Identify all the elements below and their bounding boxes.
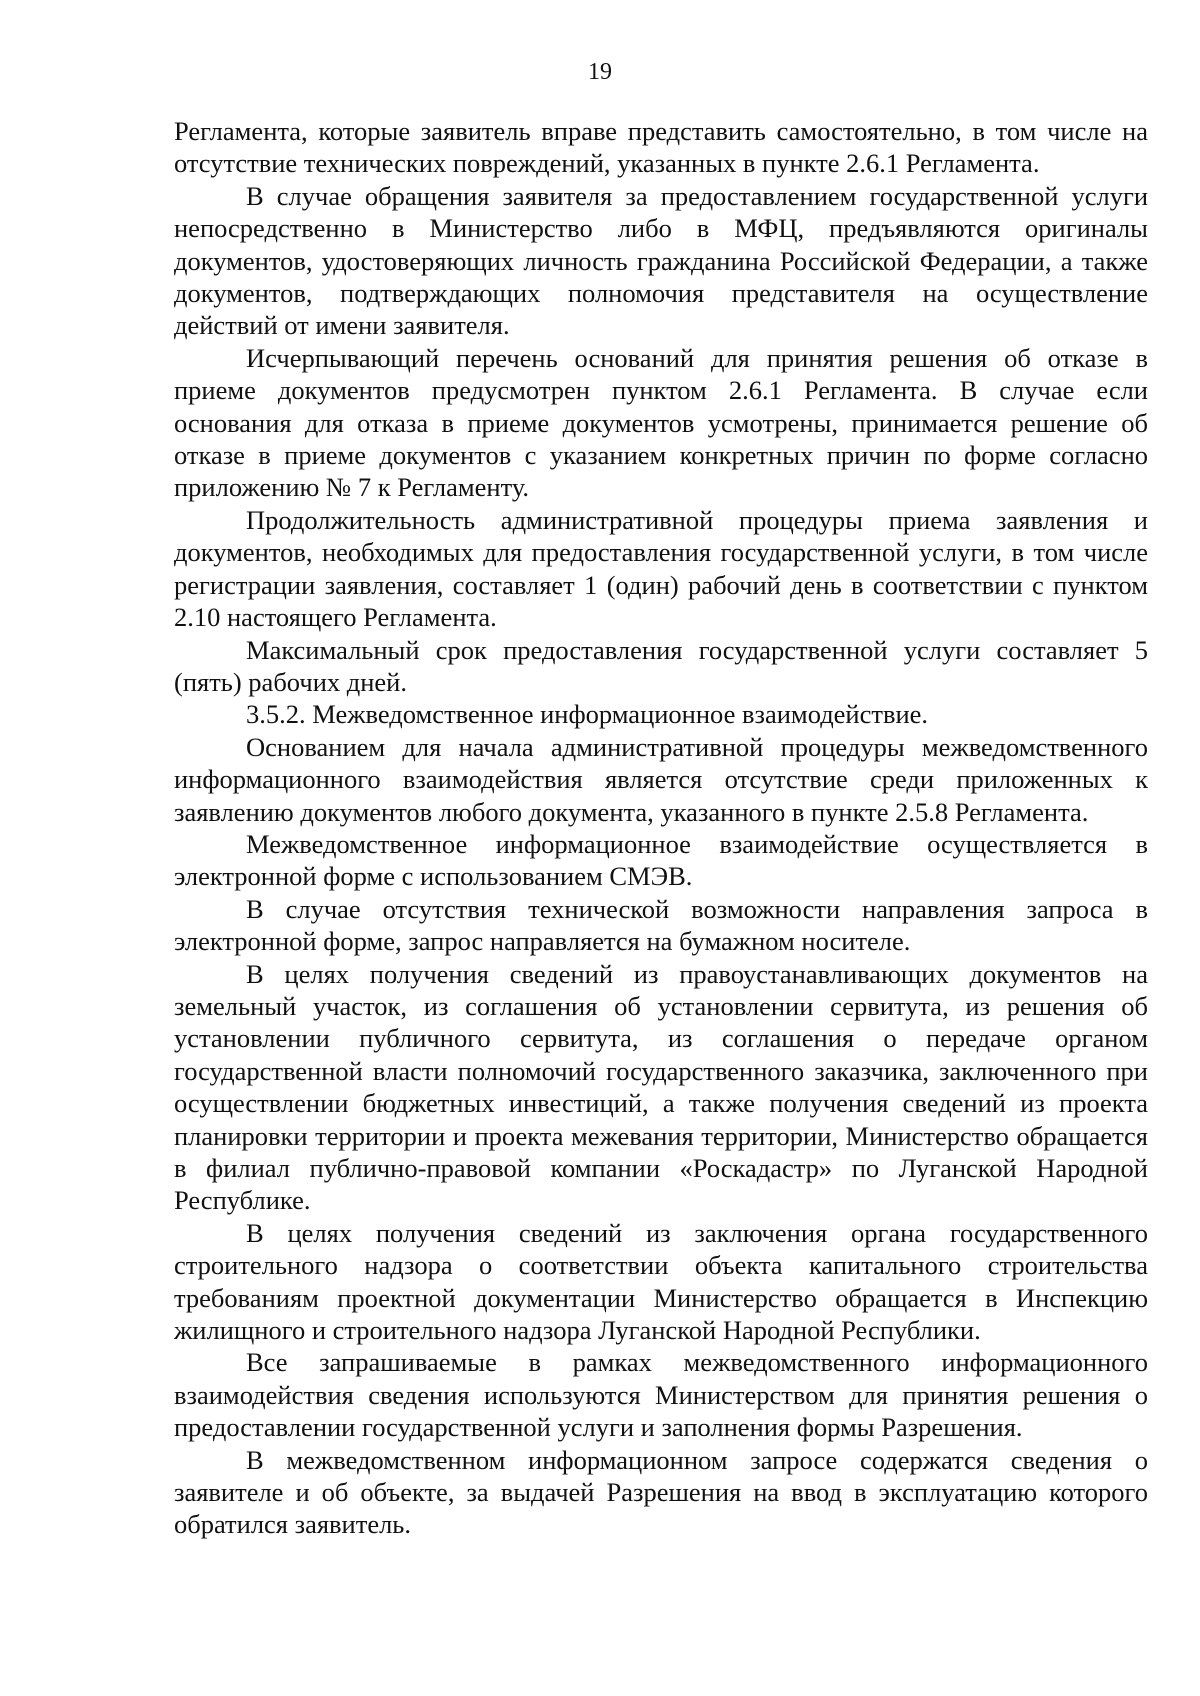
paragraph-inspection: В целях получения сведений из заключения органа государственного строительного надзора о соответствии объекта капитального строительства требованиям проектной документации Министерство обращается в Инспекцию жилищного и строительного надзора Луганской Народной Республики. <box>174 1217 1148 1346</box>
paragraph-originals: В случае обращения заявителя за предоставлением государственной услуги непосредственно в Министерство либо в МФЦ, предъявляются оригиналы документов, удостоверяющих личность гражданина Российской Федерации, а также документов, подтверждающих полномочия представителя на осуществление действий от имени заявителя. <box>174 180 1148 341</box>
paragraph-smev: Межведомственное информационное взаимодействие осуществляется в электронной форме с использованием СМЭВ. <box>174 828 1148 892</box>
paragraph-refusal-grounds: Исчерпывающий перечень оснований для принятия решения об отказе в приеме документов предусмотрен пунктом 2.6.1 Регламента. В случае если основания для отказа в приеме документов усмотрены, принимается решение об отказе в приеме документов с указанием конкретных причин по форме согласно приложению № 7 к Регламенту. <box>174 342 1148 503</box>
paragraph-request-content: В межведомственном информационном запросе содержатся сведения о заявителе и об объекте, за выдачей Разрешения на ввод в эксплуатацию которого обратился заявитель. <box>174 1444 1148 1540</box>
paragraph-max-term: Максимальный срок предоставления государственной услуги составляет 5 (пять) рабочих дней. <box>174 634 1148 697</box>
paragraph-paper-request: В случае отсутствия технической возможности направления запроса в электронной форме, запрос направляется на бумажном носителе. <box>174 893 1148 957</box>
paragraph-basis: Основанием для начала административной процедуры межведомственного информационного взаимодействия является отсутствие среди приложенных к заявлению документов любого документа, указанного в пункте 2.5.8 Регламента. <box>174 731 1148 827</box>
paragraph-duration: Продолжительность административной процедуры приема заявления и документов, необходимых для предоставления государственной услуги, в том числе регистрации заявления, составляет 1 (один) рабочий день в соответствии с пунктом 2.10 настоящего Регламента. <box>174 504 1148 633</box>
paragraph-continuation: Регламента, которые заявитель вправе представить самостоятельно, в том числе на отсутствие технических повреждений, указанных в пункте 2.6.1 Регламента. <box>174 116 1148 179</box>
paragraph-rosreestr: В целях получения сведений из правоустанавливающих документов на земельный участок, из соглашения об установлении сервитута, из решения об установлении публичного сервитута, из соглашения о передаче органом государственной власти полномочий государственного заказчика, заключенного при осуществлении бюджетных инвестиций, а также получения сведений из проекта планировки территории и проекта межевания территории, Министерство обращается в филиал публично-правовой компании «Роскадастр» по Луганской Народной Республике. <box>174 958 1148 1216</box>
page-number: 19 <box>588 59 612 85</box>
section-heading-3-5-2: 3.5.2. Межведомственное информационное взаимодействие. <box>246 699 929 730</box>
paragraph-usage: Все запрашиваемые в рамках межведомственного информационного взаимодействия сведения используются Министерством для принятия решения о предоставлении государственной услуги и заполнения формы Разрешения. <box>174 1347 1148 1443</box>
document-body <box>174 115 1148 1541</box>
